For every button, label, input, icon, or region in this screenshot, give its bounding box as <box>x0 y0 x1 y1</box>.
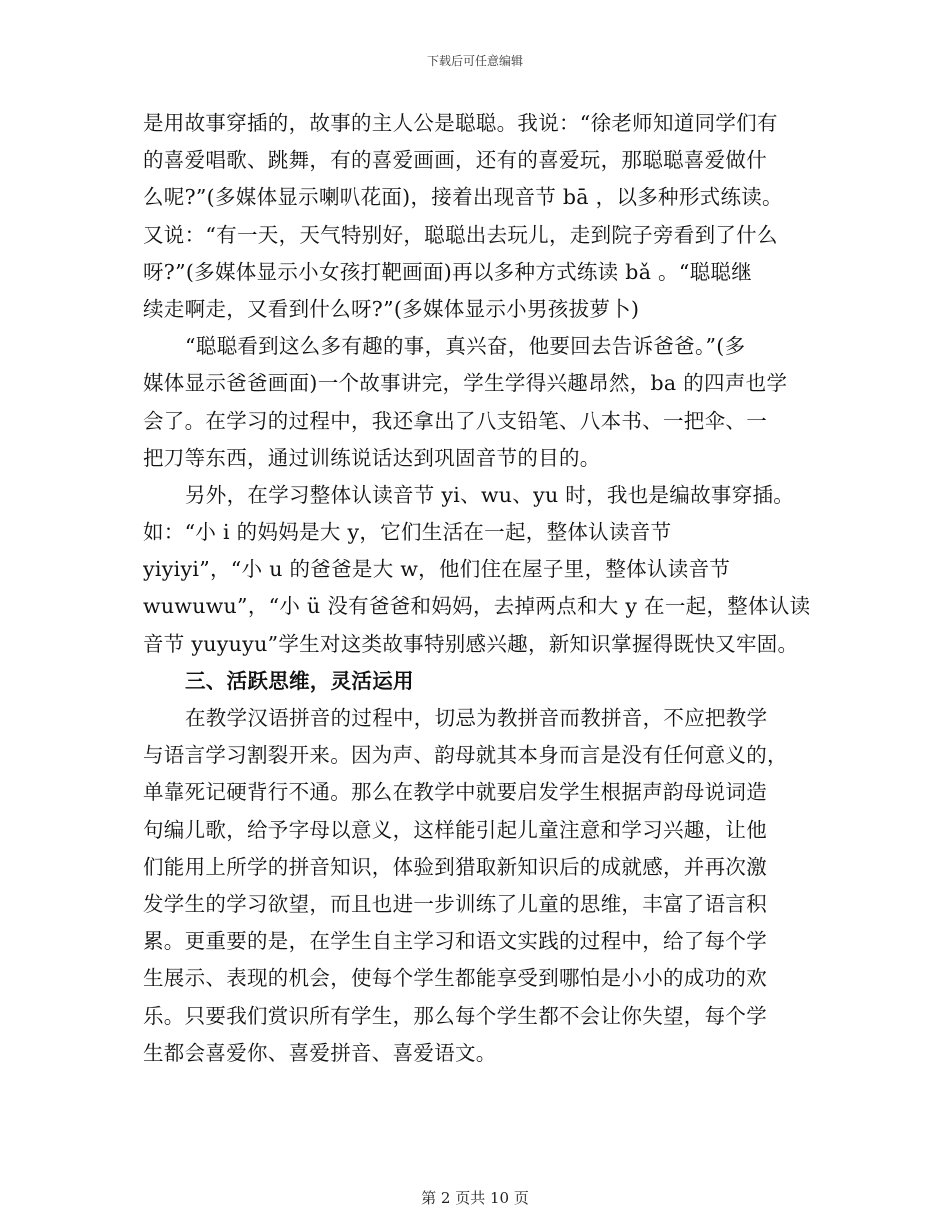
text-line: 在教学汉语拼音的过程中，切忌为教拼音而教拼音，不应把教学 <box>185 706 768 730</box>
text-line: 发学生的学习欲望，而且也进一步训练了儿童的思维，丰富了语言积 <box>143 891 767 916</box>
text-line: 么呢?”(多媒体显示喇叭花面)，接着出现音节 bā ，以多种形式练读。 <box>143 185 783 210</box>
text-line: 的喜爱唱歌、跳舞，有的喜爱画画，还有的喜爱玩，那聪聪喜爱做什 <box>143 148 767 173</box>
text-line: 累。更重要的是，在学生自主学习和语文实践的过程中，给了每个学 <box>143 929 767 954</box>
text-line: 会了。在学习的过程中，我还拿出了八支铅笔、八本书、一把伞、一 <box>143 408 767 433</box>
document-body <box>143 105 811 1072</box>
page-footer: 第 2 页共 10 页 <box>421 1189 529 1207</box>
text-line: 续走啊走，又看到什么呀?”(多媒体显示小男孩拔萝卜) <box>143 296 640 321</box>
text-line: 们能用上所学的拼音知识，体验到猎取新知识后的成就感，并再次激 <box>143 854 767 879</box>
text-line: 单靠死记硬背行不通。那么在教学中就要启发学生根据声韵母说词造 <box>143 780 767 805</box>
page-header: 下载后可任意编辑 <box>426 54 523 68</box>
text-line: “聪聪看到这么多有趣的事，真兴奋，他要回去告诉爸爸。”(多 <box>185 334 746 359</box>
text-line: 生都会喜爱你、喜爱拼音、喜爱语文。 <box>143 1040 497 1065</box>
text-line: 另外，在学习整体认读音节 yi、wu、yu 时，我也是编故事穿插。 <box>185 482 795 507</box>
text-line: 乐。只要我们赏识所有学生，那么每个学生都不会让你失望，每个学 <box>143 1003 767 1028</box>
text-line: 是用故事穿插的，故事的主人公是聪聪。我说：“徐老师知道同学们有 <box>143 111 778 135</box>
text-line: 又说：“有一天，天气特别好，聪聪出去玩儿，走到院子旁看到了什么 <box>143 222 778 247</box>
text-line: 把刀等东西，通过训练说话达到巩固音节的目的。 <box>143 445 601 470</box>
text-line: 句编儿歌，给予字母以意义，这样能引起儿童注意和学习兴趣，让他 <box>143 817 767 842</box>
text-line: 与语言学习割裂开来。因为声、韵母就其本身而言是没有任何意义的， <box>143 743 788 768</box>
text-line: yiyiyi”，“小 u 的爸爸是大 w，他们住在屋子里，整体认读音节 <box>143 557 731 582</box>
text-line: 音节 yuyuyu”学生对这类故事特别感兴趣，新知识掌握得既快又牢固。 <box>143 631 799 656</box>
text-line: 生展示、表现的机会，使每个学生都能享受到哪怕是小小的成功的欢 <box>143 966 767 991</box>
text-line: 媒体显示爸爸画面)一个故事讲完，学生学得兴趣昂然，ba 的四声也学 <box>143 371 788 396</box>
section-heading: 三、活跃思维，灵活运用 <box>185 668 414 693</box>
text-line: 呀?”(多媒体显示小女孩打靶画面)再以多种方式练读 bǎ 。“聪聪继 <box>143 259 753 284</box>
text-line: wuwuwu”，“小 ü 没有爸爸和妈妈，去掉两点和大 y 在一起，整体认读 <box>143 594 811 619</box>
text-line: 如：“小 i 的妈妈是大 y，它们生活在一起，整体认读音节 <box>143 520 672 545</box>
